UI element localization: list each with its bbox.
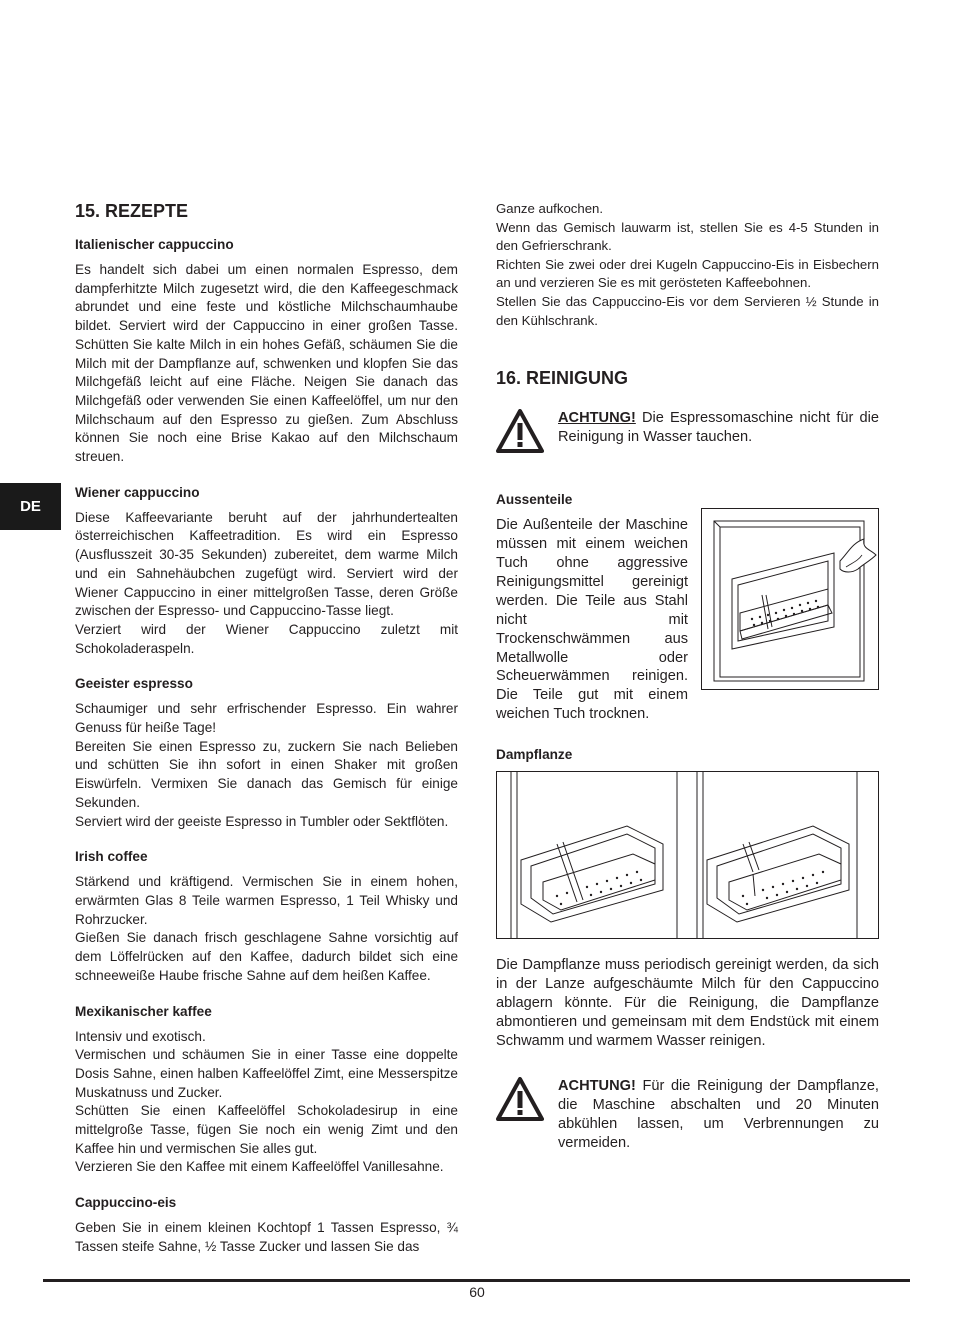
- recipe-text: Verziert wird der Wiener Cappuccino zuletzt mit Schokoladeraspeln.: [75, 621, 458, 656]
- dampflanze-section: [496, 956, 879, 1051]
- recipe-text: Serviert wird der geeiste Espresso in Tumbler oder Sektflöten.: [75, 813, 449, 829]
- recipe-text: Gießen Sie danach frisch geschlagene Sahne vorsichtig auf dem Löffelrücken auf den Kaffee, dadurch bildet sich eine schneeweiße Haube frische Sahne auf dem heißen Kaffee.: [75, 930, 458, 983]
- recipe-text: Stärkend und kräftigend. Vermischen Sie in einem hohen, erwärmten Glas 8 Teile warmen Espresso, 1 Teil Whisky und Rohrzucker.: [75, 874, 458, 927]
- recipe-geeister: [75, 675, 458, 831]
- dampflanze-heading: Dampflanze: [496, 747, 573, 763]
- recipe-text: Diese Kaffeevariante beruht auf der jahrhundertealten österreichischen Kaffeetradition. Es wird ein Espresso (Ausflusszeit 30-35 Sekunden) zubereitet, dem warme Milch und ein Sahnehäubchen zugefügt wird. Serviert wird der Wiener Cappuccino in einer mittelgroßen Tasse, deren Größe zwischen der Espresso- und Cappuccino-Tasse liegt.: [75, 509, 458, 619]
- recipe-heading: Mexikanischer kaffee: [75, 1003, 212, 1019]
- language-tab: DE: [0, 483, 61, 530]
- warning-label: ACHTUNG!: [558, 410, 636, 427]
- warning-text: Die Espressomaschine nicht für die Reinigung in Wasser tauchen.: [558, 410, 879, 446]
- recipe-text: Es handelt sich dabei um einen normalen Espresso, dem dampferhitzte Milch zugesetzt wird, die den Kaffeegeschmack abrundet und eine feste und köstliche Milchschaumhaube bildet. Serviert wird der Cappuccino in einer großen Tasse. Schütten Sie kalte Milch in ein hohes Gefäß, schäumen Sie die Milch mit der Dampflanze auf, schwenken und klopfen Sie das Milchgefäß leicht auf eine Fläche. Neigen Sie danach das Milchgefäß oder verwenden Sie einen Kaffeelöffel, um nur den Milchschaum auf den Espresso zu gießen. Zum Abschluss können Sie noch eine Brise Kakao auf den Milchschaum streuen.: [75, 262, 458, 465]
- recipe-wiener: [75, 484, 458, 659]
- recipe-irish: [75, 848, 458, 985]
- cleaning-title: 16. REINIGUNG: [496, 368, 629, 389]
- continuation-text: Ganze aufkochen.: [496, 201, 604, 216]
- page-number: 60: [469, 1284, 485, 1300]
- recipe-text: Bereiten Sie einen Espresso zu, zuckern Sie nach Belieben und schütten Sie ihn sofort in einen Shaker mit großen Eiswürfeln. Vermixen Sie danach das Gemisch für einige Sekunden.: [75, 738, 458, 810]
- continuation-text: Richten Sie zwei oder drei Kugeln Cappuccino-Eis in Eisbechern an und verzieren Sie es mit gerösteten Kaffeebohnen.: [496, 256, 879, 291]
- recipes-title: 15. REZEPTE: [75, 201, 189, 221]
- warning-triangle-icon: [496, 1077, 544, 1121]
- aussenteile-heading: Aussenteile: [496, 492, 573, 508]
- recipe-heading: Wiener cappuccino: [75, 484, 200, 500]
- warning-triangle-icon: [496, 409, 544, 453]
- recipes-column: [75, 200, 458, 1274]
- recipe-italienischer: [75, 236, 458, 467]
- recipe-heading: Irish coffee: [75, 849, 148, 865]
- recipe-cappuccino-eis: [75, 1194, 458, 1256]
- recipe-text: Verzieren Sie den Kaffee mit einem Kaffeelöffel Vanillesahne.: [75, 1159, 444, 1175]
- recipe-heading: Cappuccino-eis: [75, 1195, 177, 1211]
- machine-exterior-cleaning-illustration: [701, 508, 879, 690]
- warning-text: Für die Reinigung der Dampflanze, die Maschine abschalten und 20 Minuten abkühlen lassen, um Verbrennungen zu vermeiden.: [558, 1077, 879, 1151]
- dampflanze-text: Die Dampflanze muss periodisch gereinigt werden, da sich in der Lanze aufgeschäumte Milch für den Cappuccino ablagern könnte. Für die Reinigung, die Dampflanze abmontieren und gemeinsam mit dem Endstück mit einem Schwamm und warmem Wasser reinigen.: [496, 957, 879, 1049]
- warning-box-2: [496, 1077, 879, 1153]
- recipe-text: Intensiv und exotisch.: [75, 1028, 206, 1044]
- warning-box: [496, 409, 879, 453]
- recipe-text: Schütten Sie einen Kaffeelöffel Schokoladesirup in eine mittelgroße Tasse, fügen Sie noch ein wenig Zimt und den Kaffee hin und vermischen Sie alles gut.: [75, 1103, 458, 1156]
- aussenteile-text: Die Außenteile der Maschine müssen mit einem weichen Tuch ohne aggressive Reinigungsmittel gereinigt werden. Die Teile aus Stahl nicht mit Trockenschwämmen aus Metallwolle oder Scheuerwämmen reinigen. Die Teile gut mit einem weichen Tuch trocknen.: [496, 517, 688, 723]
- recipe-heading: Italienischer cappuccino: [75, 237, 234, 252]
- cleaning-column: [496, 200, 879, 1153]
- recipe-mexikanischer: [75, 1003, 458, 1178]
- steam-wand-illustration: [496, 771, 879, 939]
- footer-rule: [43, 1279, 910, 1282]
- recipe-text: Vermischen und schäumen Sie in einer Tasse eine doppelte Dosis Sahne, einen halben Kaffeelöffel Zimt, eine Messerspitze Muskatnuss und Zucker.: [75, 1047, 458, 1100]
- recipe-text: Geben Sie in einem kleinen Kochtopf 1 Tassen Espresso, ¾ Tassen steife Sahne, ½ Tasse Zucker und lassen Sie das: [75, 1220, 458, 1254]
- recipe-text: Schaumiger und sehr erfrischender Espresso. Ein wahrer Genuss für heiße Tage!: [75, 701, 458, 736]
- warning-label: ACHTUNG!: [558, 1077, 636, 1094]
- recipe-continuation: [496, 200, 879, 330]
- continuation-text: Wenn das Gemisch lauwarm ist, stellen Sie es 4-5 Stunden in den Gefrierschrank.: [496, 219, 879, 254]
- continuation-text: Stellen Sie das Cappuccino-Eis vor dem Servieren ½ Stunde in den Kühlschrank.: [496, 293, 879, 328]
- aussenteile-section: [496, 516, 879, 746]
- recipe-heading: Geeister espresso: [75, 676, 193, 692]
